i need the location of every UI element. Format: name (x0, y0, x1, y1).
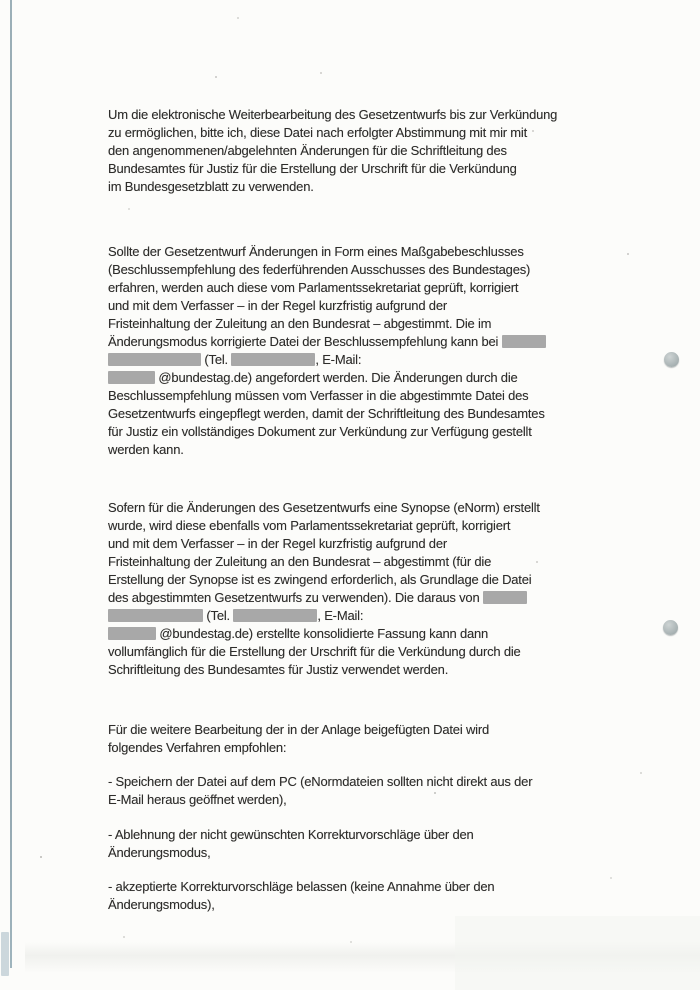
redaction-block (483, 591, 527, 604)
text-line (108, 124, 557, 142)
paragraph-massgabebeschluss (108, 243, 546, 459)
text-line (108, 553, 540, 571)
text-run: Änderungsmodus korrigierte Datei der Beschlussempfehlung kann bei (108, 334, 502, 349)
text-run: , E-Mail: (315, 352, 362, 367)
text-run: Gesetzentwurfs eingepflegt werden, damit der Schriftleitung des Bundesamtes (108, 406, 545, 421)
text-line (108, 607, 540, 625)
text-run: Sollte der Gesetzentwurf Änderungen in Form eines Maßgabebeschlusses (108, 244, 524, 259)
text-line (108, 826, 474, 844)
paragraph-verwendung-urschrift (108, 106, 557, 196)
text-line (108, 878, 494, 896)
text-run: Fristeinhaltung der Zuleitung an den Bundesrat – abgestimmt (für die (108, 554, 492, 569)
scan-speck (640, 772, 642, 774)
text-run: - akzeptierte Korrekturvorschläge belassen (keine Annahme über den (108, 879, 495, 894)
text-line (108, 297, 546, 315)
text-run: Änderungsmodus), (108, 897, 215, 912)
text-run: und mit dem Verfasser – in der Regel kurzfristig aufgrund der (108, 298, 447, 313)
text-line (108, 721, 489, 739)
text-line (108, 773, 532, 791)
bullet-akzeptierte (108, 878, 494, 914)
text-run: E-Mail heraus geöffnet werden), (108, 792, 287, 807)
redaction-block (108, 609, 203, 622)
text-line (108, 315, 546, 333)
text-run: Änderungsmodus, (108, 845, 211, 860)
page-edge-line (10, 0, 12, 968)
text-line (108, 791, 532, 809)
text-run: Sofern für die Änderungen des Gesetzentwurfs eine Synopse (eNorm) erstellt (108, 500, 540, 515)
text-line (108, 517, 540, 535)
redaction-block (108, 353, 201, 366)
text-line (108, 844, 474, 862)
scan-speck (215, 76, 217, 78)
redaction-block (233, 609, 317, 622)
text-run: des abgestimmten Gesetzentwurfs zu verwenden). Die daraus von (108, 590, 483, 605)
scan-speck (128, 208, 130, 210)
text-run: - Speichern der Datei auf dem PC (eNormdateien sollten nicht direkt aus der (108, 774, 533, 789)
page-edge-foot (1, 932, 9, 976)
paragraph-synopse-enorm (108, 499, 540, 679)
text-run: Für die weitere Bearbeitung der in der Anlage beigefügten Datei wird (108, 722, 489, 737)
text-line (108, 423, 546, 441)
redaction-block (502, 335, 546, 348)
text-line (108, 896, 494, 914)
punch-hole (663, 620, 678, 635)
text-run: im Bundesgesetzblatt zu verwenden. (108, 179, 314, 194)
text-line (108, 261, 546, 279)
punch-hole (664, 352, 679, 367)
text-run: @bundestag.de) erstellte konsolidierte Fassung kann dann (156, 626, 489, 641)
scan-speck (610, 877, 612, 879)
text-run: Beschlussempfehlung müssen vom Verfasser in die abgestimmte Datei des (108, 388, 529, 403)
text-run: Schriftleitung des Bundesamtes für Justiz verwendet werden. (108, 662, 449, 677)
text-run: (Tel. (201, 352, 232, 367)
scan-speck (40, 856, 42, 858)
scan-shade-right (455, 916, 700, 990)
text-run: @bundestag.de) angefordert werden. Die Änderungen durch die (155, 370, 518, 385)
text-run: Fristeinhaltung der Zuleitung an den Bundesrat – abgestimmt. Die im (108, 316, 492, 331)
redaction-block (108, 627, 156, 640)
bullet-ablehnung (108, 826, 474, 862)
text-line (108, 643, 540, 661)
text-line (108, 571, 540, 589)
text-line (108, 625, 540, 643)
text-run: werden kann. (108, 442, 184, 457)
scan-speck (350, 941, 352, 943)
text-run: Um die elektronische Weiterbearbeitung des Gesetzentwurfs bis zur Verkündung (108, 107, 558, 122)
scan-shadow-band (25, 942, 700, 972)
text-line (108, 333, 546, 351)
text-line (108, 279, 546, 297)
scan-speck (627, 253, 629, 255)
text-line (108, 499, 540, 517)
bullet-speichern (108, 773, 532, 809)
text-line (108, 160, 557, 178)
text-line (108, 387, 546, 405)
text-line (108, 142, 557, 160)
text-run: und mit dem Verfasser – in der Regel kurzfristig aufgrund der (108, 536, 447, 551)
text-run: (Beschlussempfehlung des federführenden Ausschusses des Bundestages) (108, 262, 531, 277)
text-run: folgendes Verfahren empfohlen: (108, 740, 287, 755)
text-line (108, 441, 546, 459)
text-run: vollumfänglich für die Erstellung der Urschrift für die Verkündung durch die (108, 644, 521, 659)
text-run: für Justiz ein vollständiges Dokument zur Verkündung zur Verfügung gestellt (108, 424, 532, 439)
scan-speck (320, 72, 322, 74)
text-run: (Tel. (203, 608, 234, 623)
text-line (108, 405, 546, 423)
scan-speck (237, 17, 239, 19)
text-line (108, 178, 557, 196)
text-line (108, 589, 540, 607)
text-line (108, 243, 546, 261)
text-run: - Ablehnung der nicht gewünschten Korrekturvorschläge über den (108, 827, 474, 842)
text-line (108, 369, 546, 387)
text-run: , E-Mail: (317, 608, 364, 623)
scan-speck (123, 936, 125, 938)
redaction-block (231, 353, 315, 366)
text-run: Bundesamtes für Justiz für die Erstellung der Urschrift für die Verkündung (108, 161, 517, 176)
text-run: wurde, wird diese ebenfalls vom Parlamentssekretariat geprüft, korrigiert (108, 518, 511, 533)
text-line (108, 535, 540, 553)
text-run: erfahren, werden auch diese vom Parlamentssekretariat geprüft, korrigiert (108, 280, 519, 295)
text-line (108, 661, 540, 679)
text-run: den angenommenen/abgelehnten Änderungen für die Schriftleitung des (108, 143, 507, 158)
redaction-block (108, 371, 155, 384)
text-line (108, 106, 557, 124)
text-run: zu ermöglichen, bitte ich, diese Datei nach erfolgter Abstimmung mit mir mit (108, 125, 528, 140)
text-line (108, 739, 489, 757)
text-run: Erstellung der Synopse ist es zwingend erforderlich, als Grundlage die Datei (108, 572, 532, 587)
text-line (108, 351, 546, 369)
paragraph-verfahren-intro (108, 721, 489, 757)
